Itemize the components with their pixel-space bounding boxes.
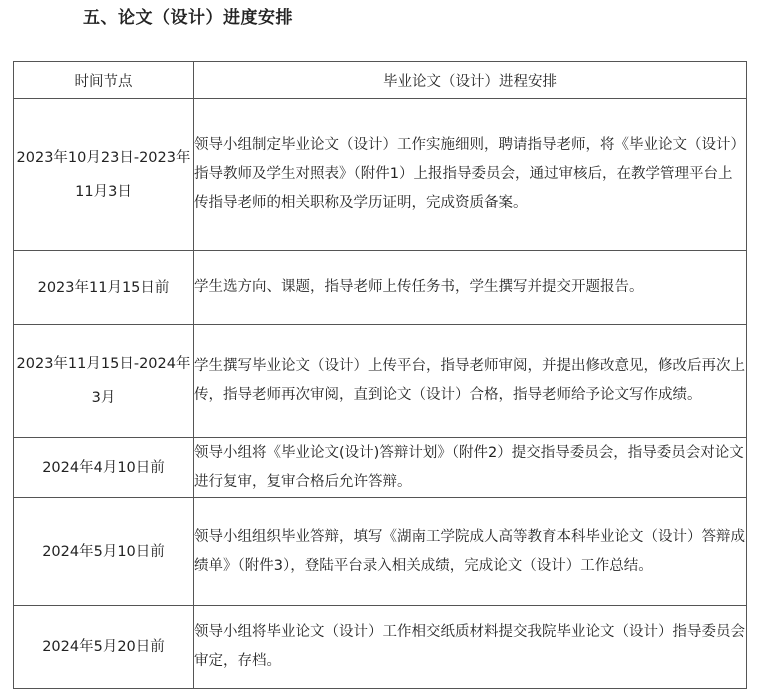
time-cell bbox=[14, 325, 194, 438]
table-row bbox=[14, 606, 747, 689]
table-row bbox=[14, 438, 747, 498]
time-text: 2024年4月10日前 bbox=[42, 459, 165, 476]
time-cell bbox=[14, 99, 194, 251]
table-row bbox=[14, 99, 747, 251]
header-plan: 毕业论文（设计）进程安排 bbox=[194, 62, 747, 99]
plan-cell bbox=[194, 251, 747, 325]
plan-cell bbox=[194, 438, 747, 498]
plan-cell bbox=[194, 325, 747, 438]
table-row bbox=[14, 498, 747, 606]
plan-text: 领导小组将毕业论文（设计）工作相交纸质材料提交我院毕业论文（设计）指导委员会审定，存档。 bbox=[194, 624, 745, 669]
time-cell bbox=[14, 251, 194, 325]
plan-text: 学生撰写毕业论文（设计）上传平台，指导老师审阅，并提出修改意见，修改后再次上传，指导老师再次审阅，直到论文（设计）合格，指导老师给予论文写作成绩。 bbox=[194, 358, 745, 403]
header-time: 时间节点 bbox=[14, 62, 194, 99]
time-cell bbox=[14, 498, 194, 606]
plan-cell bbox=[194, 99, 747, 251]
time-text: 2024年5月10日前 bbox=[42, 543, 165, 560]
time-text: 2023年11月15日前 bbox=[37, 279, 170, 296]
plan-text: 领导小组制定毕业论文（设计）工作实施细则，聘请指导老师，将《毕业论文（设计）指导教师及学生对照表》（附件1）上报指导委员会，通过审核后，在教学管理平台上传指导老师的相关职称及学历证明，完成资质备案。 bbox=[194, 137, 745, 211]
section-title: 五、论文（设计）进度安排 bbox=[83, 8, 293, 28]
time-text: 2024年5月20日前 bbox=[42, 639, 165, 655]
time-cell bbox=[14, 438, 194, 498]
schedule-table bbox=[13, 61, 747, 689]
plan-text: 学生选方向、课题，指导老师上传任务书，学生撰写并提交开题报告。 bbox=[194, 279, 644, 295]
table-row bbox=[14, 251, 747, 325]
table-header-row bbox=[14, 62, 747, 99]
plan-text: 领导小组将《毕业论文(设计)答辩计划》（附件2）提交指导委员会，指导委员会对论文进行复审，复审合格后允许答辩。 bbox=[194, 444, 744, 490]
table-row bbox=[14, 325, 747, 438]
time-text: 2023年11月15日-2024年3月 bbox=[16, 356, 191, 406]
time-text: 2023年10月23日-2023年11月3日 bbox=[16, 149, 191, 200]
time-cell bbox=[14, 606, 194, 689]
plan-text: 领导小组组织毕业答辩，填写《湖南工学院成人高等教育本科毕业论文（设计）答辩成绩单》（附件3），登陆平台录入相关成绩，完成论文（设计）工作总结。 bbox=[194, 528, 745, 574]
plan-cell bbox=[194, 606, 747, 689]
plan-cell bbox=[194, 498, 747, 606]
